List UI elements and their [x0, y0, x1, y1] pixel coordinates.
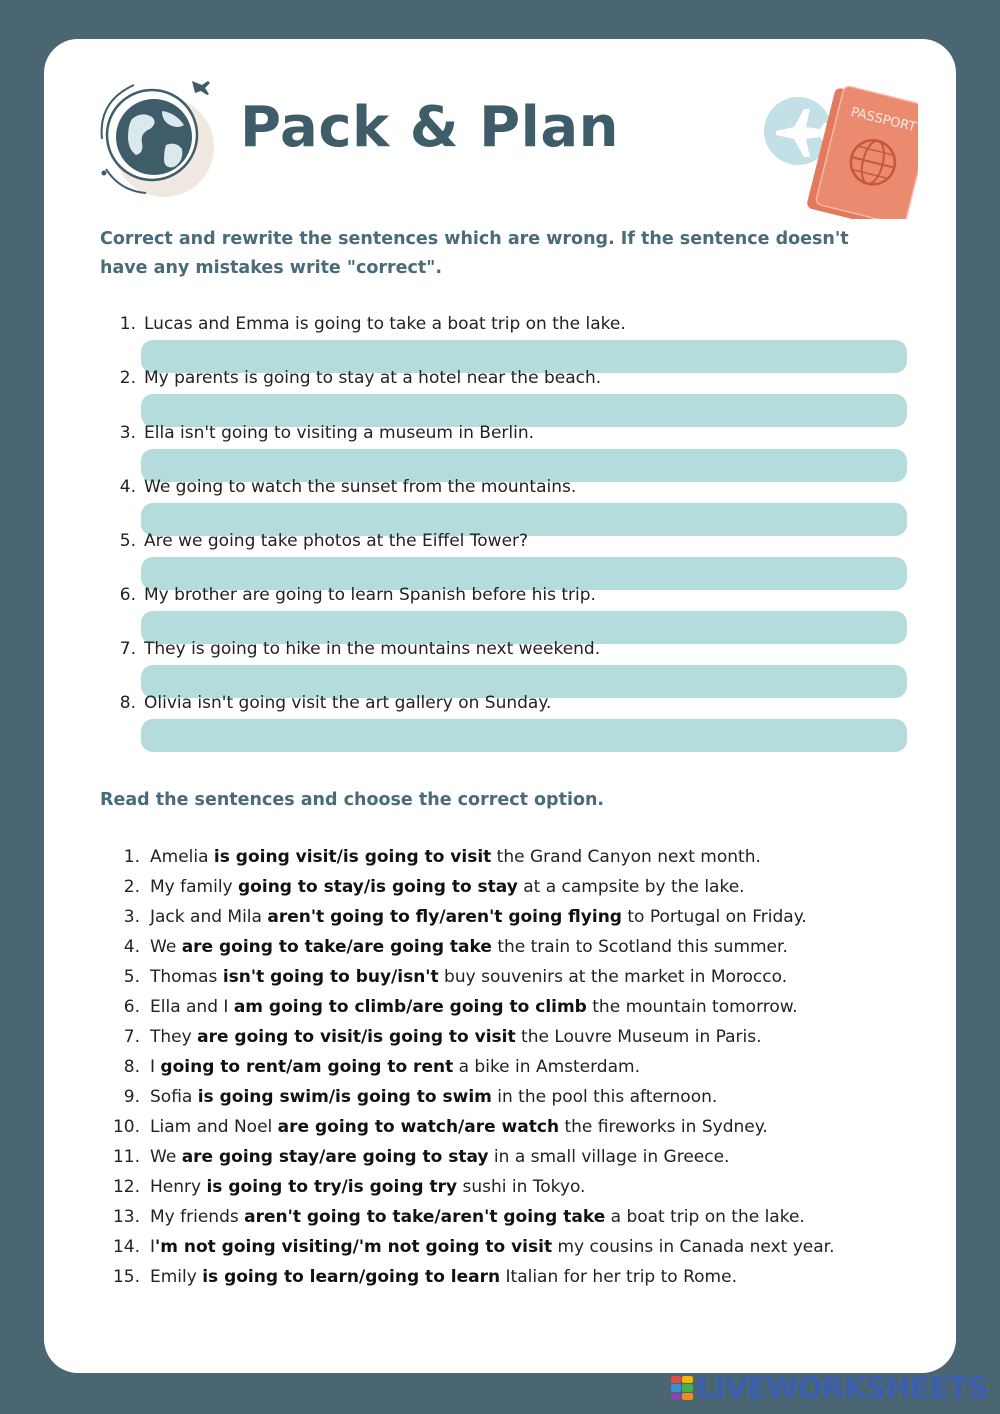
option-choice[interactable]: is going to try/is going try: [206, 1177, 458, 1197]
exercise2-instruction: Read the sentences and choose the correct option.: [100, 790, 605, 810]
item-number: 2.: [123, 877, 140, 897]
item-sentence: They is going to hike in the mountains next weekend.: [144, 639, 601, 659]
item-post: to Portugal on Friday.: [621, 907, 807, 927]
liveworksheets-logo: [671, 1370, 988, 1406]
exercise2-item: [100, 907, 807, 935]
exercise2-item: [100, 1117, 768, 1145]
option-choice[interactable]: going to stay/is going to stay: [238, 877, 518, 897]
item-number: 10.: [112, 1117, 140, 1137]
exercise2-item: [100, 1177, 585, 1205]
item-pre: Ella and I: [150, 997, 234, 1017]
exercise1-list: [100, 39, 910, 759]
option-choice[interactable]: is going visit/is going to visit: [213, 847, 492, 867]
exercise2-item: [100, 1237, 834, 1265]
option-choice[interactable]: are going stay/are going to stay: [181, 1147, 489, 1167]
item-pre: They: [150, 1027, 198, 1047]
item-post: a bike in Amsterdam.: [453, 1057, 640, 1077]
option-choice[interactable]: are going to visit/is going to visit: [197, 1027, 516, 1047]
item-pre: I: [150, 1057, 161, 1077]
item-post: my cousins in Canada next year.: [552, 1237, 835, 1257]
exercise2-item: [100, 937, 788, 965]
liveworksheets-mark-icon: [671, 1376, 693, 1400]
exercise2-item: [100, 997, 798, 1025]
exercise1-item: [100, 314, 910, 368]
exercise1-item: [100, 368, 910, 422]
item-pre: My family: [150, 877, 239, 897]
exercise1-item: [100, 531, 910, 585]
item-sentence: My brother are going to learn Spanish before his trip.: [144, 585, 596, 605]
item-number: 7.: [123, 1027, 140, 1047]
item-sentence: My parents is going to stay at a hotel near the beach.: [144, 368, 602, 388]
exercise1-item: [100, 639, 910, 693]
item-post: a boat trip on the lake.: [605, 1207, 805, 1227]
item-post: sushi in Tokyo.: [457, 1177, 586, 1197]
option-choice[interactable]: is going swim/is going to swim: [197, 1087, 492, 1107]
item-post: at a campsite by the lake.: [517, 877, 745, 897]
item-sentence: Olivia isn't going visit the art gallery on Sunday.: [144, 693, 552, 713]
exercise1-item: [100, 693, 910, 747]
item-post: in the pool this afternoon.: [491, 1087, 718, 1107]
item-post: the train to Scotland this summer.: [491, 937, 788, 957]
item-post: the mountain tomorrow.: [586, 997, 798, 1017]
item-number: 3.: [123, 907, 140, 927]
exercise1-item: [100, 477, 910, 531]
exercise2-item: [100, 847, 761, 875]
passport-label: PASSPORT: [849, 104, 918, 136]
option-choice[interactable]: are going to take/are going take: [181, 937, 492, 957]
option-choice[interactable]: is going to learn/going to learn: [202, 1267, 501, 1287]
item-number: 8.: [123, 1057, 140, 1077]
item-number: 2.: [119, 368, 136, 388]
option-choice[interactable]: aren't going to take/aren't going take: [244, 1207, 606, 1227]
option-choice[interactable]: are going to watch/are watch: [277, 1117, 560, 1137]
item-number: 12.: [112, 1177, 140, 1197]
item-sentence: We going to watch the sunset from the mountains.: [144, 477, 577, 497]
item-post: in a small village in Greece.: [488, 1147, 730, 1167]
option-choice[interactable]: isn't going to buy/isn't: [222, 967, 439, 987]
exercise2-item: [100, 1147, 729, 1175]
item-post: the Grand Canyon next month.: [491, 847, 761, 867]
item-number: 6.: [123, 997, 140, 1017]
item-pre: Emily: [150, 1267, 203, 1287]
item-pre: Henry: [150, 1177, 207, 1197]
item-number: 15.: [112, 1267, 140, 1287]
item-pre: Liam and Noel: [150, 1117, 278, 1137]
exercise2-item: [100, 1087, 717, 1115]
item-pre: Amelia: [150, 847, 214, 867]
exercise1-item: [100, 423, 910, 477]
item-pre: Thomas: [150, 967, 223, 987]
worksheet-page: [44, 39, 956, 1373]
liveworksheets-logo-text: LIVEWORKSHEETS: [696, 1371, 988, 1405]
option-choice[interactable]: 'm not going visiting/'m not going to visit: [155, 1237, 553, 1257]
item-post: the fireworks in Sydney.: [559, 1117, 768, 1137]
exercise1-item: [100, 585, 910, 639]
item-pre: My friends: [150, 1207, 245, 1227]
item-number: 9.: [123, 1087, 140, 1107]
item-number: 1.: [123, 847, 140, 867]
item-post: Italian for her trip to Rome.: [500, 1267, 737, 1287]
answer-input-8[interactable]: [141, 719, 907, 752]
item-number: 14.: [112, 1237, 140, 1257]
item-number: 4.: [119, 477, 136, 497]
item-pre: Sofia: [150, 1087, 198, 1107]
item-number: 7.: [119, 639, 136, 659]
item-sentence: Ella isn't going to visiting a museum in Berlin.: [144, 423, 535, 443]
item-post: the Louvre Museum in Paris.: [515, 1027, 762, 1047]
item-number: 4.: [123, 937, 140, 957]
item-number: 3.: [119, 423, 136, 443]
exercise2-item: [100, 877, 745, 905]
item-number: 6.: [119, 585, 136, 605]
item-number: 1.: [119, 314, 136, 334]
item-number: 5.: [123, 967, 140, 987]
item-pre: Jack and Mila: [150, 907, 268, 927]
item-number: 11.: [112, 1147, 140, 1167]
item-pre: We: [150, 1147, 182, 1167]
exercise2-item: [100, 1207, 805, 1235]
item-post: buy souvenirs at the market in Morocco.: [438, 967, 788, 987]
item-sentence: Are we going take photos at the Eiffel Tower?: [144, 531, 529, 551]
exercise2-item: [100, 967, 787, 995]
item-pre: I: [150, 1237, 156, 1257]
exercise2-item: [100, 1027, 762, 1055]
exercise1-instruction: Correct and rewrite the sentences which are wrong. If the sentence doesn't have any mistakes write "correct".: [100, 229, 849, 278]
item-pre: We: [150, 937, 182, 957]
exercise2-item: [100, 1057, 640, 1085]
item-number: 13.: [112, 1207, 140, 1227]
exercise2-item: [100, 1267, 737, 1295]
item-number: 5.: [119, 531, 136, 551]
item-number: 8.: [119, 693, 136, 713]
option-choice[interactable]: aren't going to fly/aren't going flying: [267, 907, 622, 927]
page-title: Pack & Plan: [240, 95, 619, 160]
item-sentence: Lucas and Emma is going to take a boat trip on the lake.: [144, 314, 626, 334]
option-choice[interactable]: going to rent/am going to rent: [160, 1057, 454, 1077]
option-choice[interactable]: am going to climb/are going to climb: [233, 997, 587, 1017]
